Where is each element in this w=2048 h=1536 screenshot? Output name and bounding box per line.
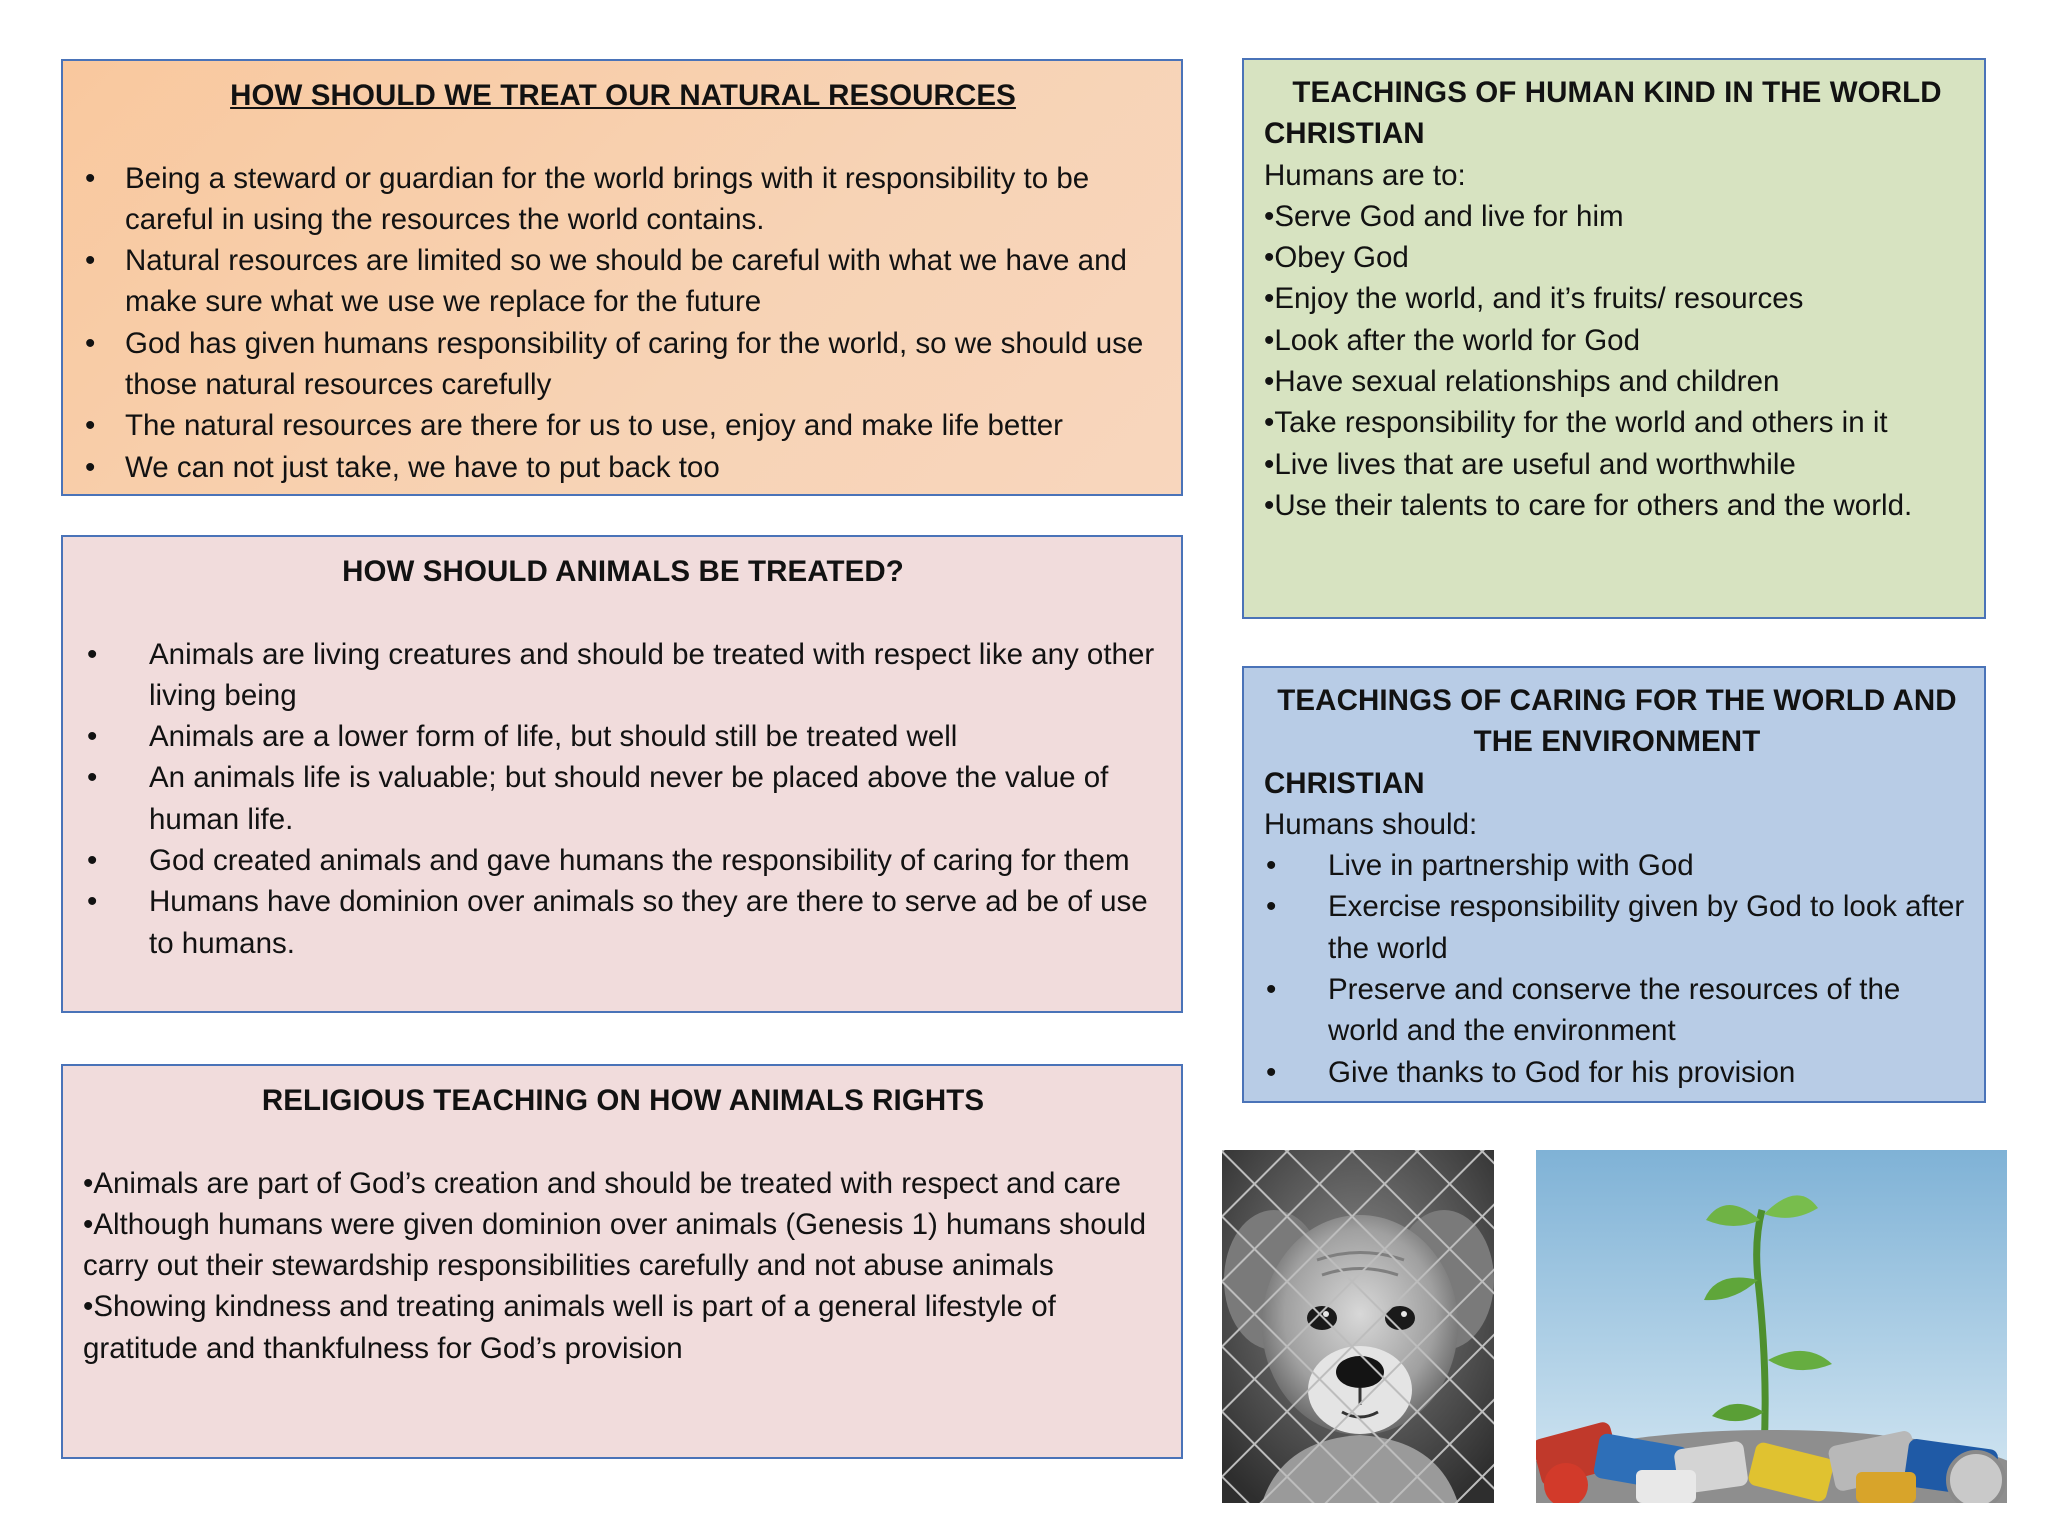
list-item: •Look after the world for God [1264,323,1640,357]
list-item: • The natural resources are there for us to use, enjoy and make life better [83,405,1163,446]
caring-world-title: TEACHINGS OF CARING FOR THE WORLD AND THE ENVIRONMENT [1277,684,1957,759]
human-kind-box [1242,58,1986,619]
list-item: • An animals life is valuable; but should never be placed above the value of human life. [83,757,1163,840]
list-item: • We can not just take, we have to put back too [83,447,1163,488]
animals-treated-list [83,634,1163,964]
list-item: • God created animals and gave humans the responsibility of caring for them [83,840,1163,881]
list-item: • Humans have dominion over animals so they are there to serve ad be of use to humans. [83,881,1163,964]
caring-world-box [1242,666,1986,1103]
list-item: •Enjoy the world, and it’s fruits/ resources [1264,282,1804,316]
list-item: • Exercise responsibility given by God to look after the world [1264,886,1970,969]
caring-world-subtitle: CHRISTIAN [1264,766,1425,800]
list-item: •Use their talents to care for others and the world. [1264,488,1913,522]
natural-resources-box [61,59,1183,496]
natural-resources-title: HOW SHOULD WE TREAT OUR NATURAL RESOURCES [230,79,1016,112]
list-item: • Give thanks to God for his provision [1264,1052,1970,1093]
list-item: •Live lives that are useful and worthwhile [1264,447,1796,481]
animal-rights-line: •Although humans were given dominion over animals (Genesis 1) humans should carry out their stewardship responsibilities carefully and not abuse animals [83,1207,1147,1283]
animal-rights-title: RELIGIOUS TEACHING ON HOW ANIMALS RIGHTS [261,1084,985,1117]
list-item: • God has given humans responsibility of caring for the world, so we should use those natural resources carefully [83,323,1163,406]
human-kind-subtitle: CHRISTIAN [1264,117,1425,151]
animals-treated-title: HOW SHOULD ANIMALS BE TREATED? [342,555,904,588]
seedling-illustration [1536,1150,2007,1503]
list-item: • Being a steward or guardian for the world brings with it responsibility to be careful in using the resources the world contains. [83,158,1163,241]
caring-world-list [1264,845,1970,1093]
list-item: •Take responsibility for the world and others in it [1264,406,1888,440]
animal-rights-line: •Animals are part of God’s creation and should be treated with respect and care [83,1166,1121,1200]
human-kind-title: TEACHINGS OF HUMAN KIND IN THE WORLD [1292,76,1942,109]
seedling-in-cans-photo [1536,1150,2007,1503]
list-item: • Preserve and conserve the resources of the world and the environment [1264,969,1970,1052]
list-item: • Animals are a lower form of life, but should still be treated well [83,716,1163,757]
list-item: •Obey God [1264,241,1409,275]
animals-treated-box [61,535,1183,1013]
list-item: •Serve God and live for him [1264,199,1624,233]
animal-rights-line: •Showing kindness and treating animals well is part of a general lifestyle of gratitude and thankfulness for God’s provision [83,1290,1056,1365]
puppy-behind-fence-photo [1222,1150,1494,1503]
human-kind-intro: Humans are to: [1264,158,1466,192]
list-item: • Live in partnership with God [1264,845,1970,886]
natural-resources-list [83,158,1163,488]
list-item: • Animals are living creatures and should be treated with respect like any other living being [83,634,1163,717]
puppy-illustration [1222,1150,1494,1503]
animal-rights-box [61,1064,1183,1459]
caring-world-intro: Humans should: [1264,807,1478,841]
list-item: • Natural resources are limited so we should be careful with what we have and make sure what we use we replace for the future [83,240,1163,323]
list-item: •Have sexual relationships and children [1264,365,1780,399]
